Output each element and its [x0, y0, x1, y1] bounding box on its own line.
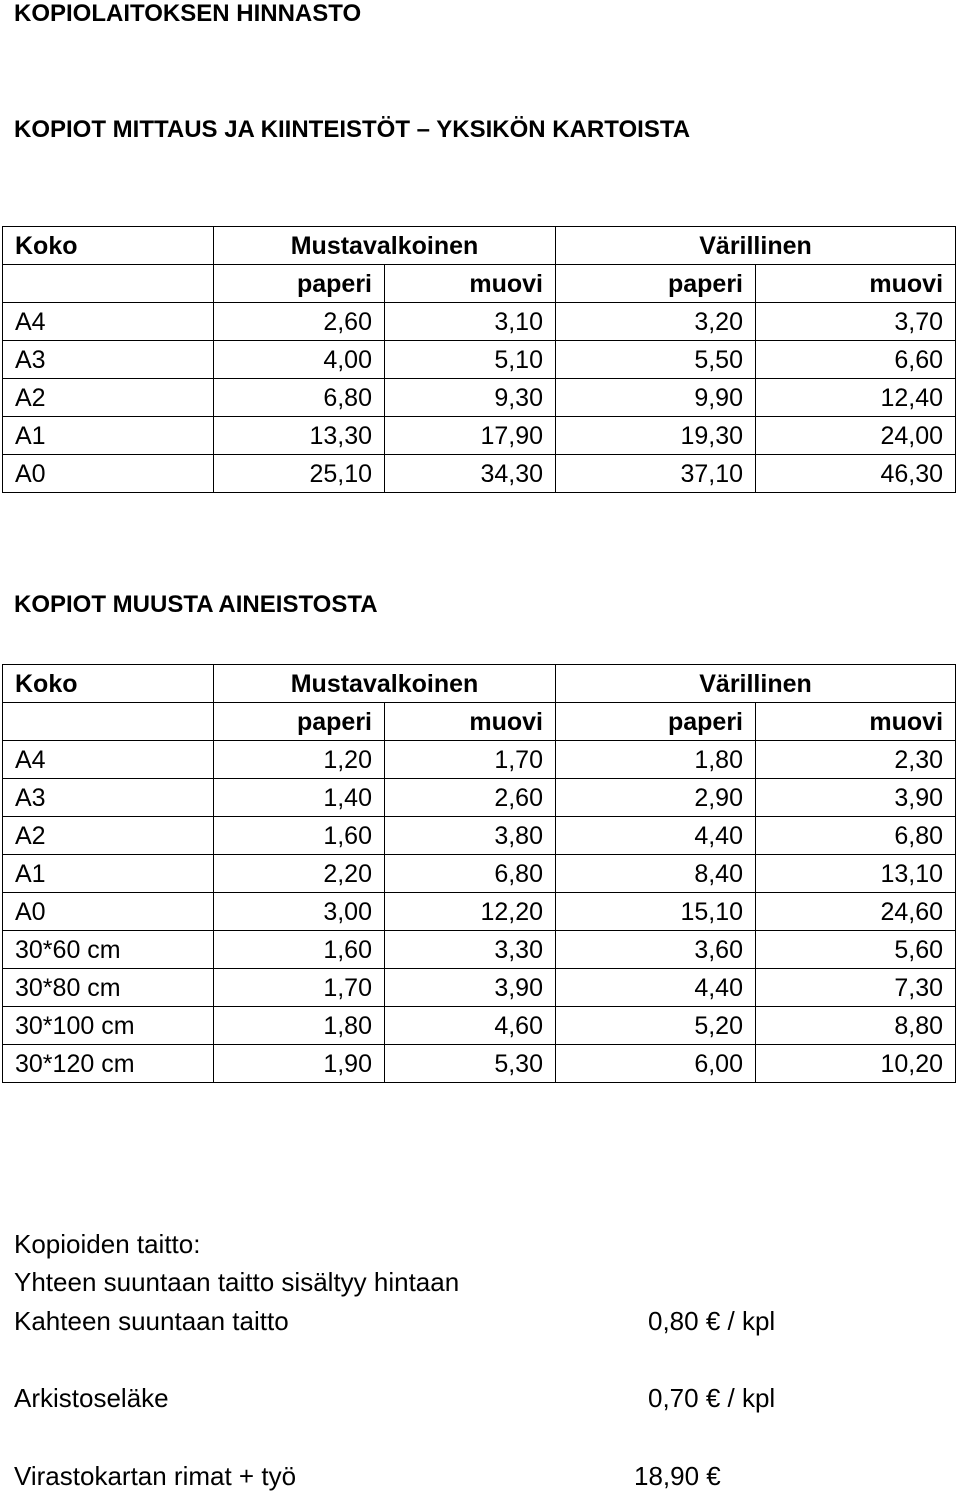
price-cell-bw-plastic: 34,30 — [385, 455, 556, 493]
document-title: KOPIOLAITOKSEN HINNASTO — [14, 0, 362, 27]
price-cell-color-plastic: 2,30 — [756, 741, 956, 779]
row-size-cell: 30*80 cm — [3, 969, 214, 1007]
price-table-other — [2, 664, 956, 1083]
price-cell-color-paper: 37,10 — [556, 455, 756, 493]
price-cell-bw-plastic: 1,70 — [385, 741, 556, 779]
row-size-cell: A3 — [3, 341, 214, 379]
table-row — [3, 341, 956, 379]
price-cell-color-paper: 5,50 — [556, 341, 756, 379]
table2-header-bw-plastic: muovi — [385, 703, 556, 741]
table1-header-row-1 — [3, 227, 956, 265]
row-size-cell: A2 — [3, 379, 214, 417]
price-cell-bw-plastic: 2,60 — [385, 779, 556, 817]
price-cell-color-paper: 15,10 — [556, 893, 756, 931]
archive-price: 0,70 € / kpl — [648, 1383, 776, 1413]
table-row — [3, 779, 956, 817]
table-row — [3, 1045, 956, 1083]
table2-header-color-paper: paperi — [556, 703, 756, 741]
row-size-cell: A2 — [3, 817, 214, 855]
price-cell-bw-paper: 1,60 — [214, 931, 385, 969]
price-cell-color-paper: 3,60 — [556, 931, 756, 969]
price-cell-bw-paper: 25,10 — [214, 455, 385, 493]
price-cell-color-plastic: 8,80 — [756, 1007, 956, 1045]
price-cell-bw-paper: 1,90 — [214, 1045, 385, 1083]
price-cell-bw-plastic: 3,10 — [385, 303, 556, 341]
table2-header-bw: Mustavalkoinen — [214, 665, 556, 703]
price-cell-bw-plastic: 5,10 — [385, 341, 556, 379]
table-row — [3, 969, 956, 1007]
two-way-folding-price: 0,80 € / kpl — [648, 1306, 776, 1336]
table1-header-size: Koko — [3, 227, 214, 265]
price-cell-bw-plastic: 4,60 — [385, 1007, 556, 1045]
price-cell-color-paper: 4,40 — [556, 969, 756, 1007]
price-cell-bw-paper: 6,80 — [214, 379, 385, 417]
map-rails-price: 18,90 € — [634, 1461, 721, 1491]
price-cell-bw-paper: 1,70 — [214, 969, 385, 1007]
row-size-cell: A1 — [3, 417, 214, 455]
price-cell-color-plastic: 24,60 — [756, 893, 956, 931]
row-size-cell: A4 — [3, 741, 214, 779]
price-cell-bw-paper: 2,20 — [214, 855, 385, 893]
price-cell-bw-plastic: 3,90 — [385, 969, 556, 1007]
table-row — [3, 893, 956, 931]
folding-title: Kopioiden taitto: — [14, 1229, 201, 1259]
table1-header-bw-paper: paperi — [214, 265, 385, 303]
price-cell-color-plastic: 6,60 — [756, 341, 956, 379]
table-row — [3, 1007, 956, 1045]
table-row — [3, 817, 956, 855]
price-cell-color-plastic: 46,30 — [756, 455, 956, 493]
price-cell-color-paper: 4,40 — [556, 817, 756, 855]
table1-header-color-paper: paperi — [556, 265, 756, 303]
table-row — [3, 931, 956, 969]
price-cell-color-plastic: 5,60 — [756, 931, 956, 969]
price-cell-bw-plastic: 5,30 — [385, 1045, 556, 1083]
price-cell-bw-paper: 1,60 — [214, 817, 385, 855]
table1-header-bw: Mustavalkoinen — [214, 227, 556, 265]
price-cell-bw-plastic: 6,80 — [385, 855, 556, 893]
price-cell-color-paper: 9,90 — [556, 379, 756, 417]
table2-header-row-2 — [3, 703, 956, 741]
table2-header-color-plastic: muovi — [756, 703, 956, 741]
price-cell-bw-plastic: 3,30 — [385, 931, 556, 969]
price-cell-bw-paper: 13,30 — [214, 417, 385, 455]
price-cell-color-paper: 5,20 — [556, 1007, 756, 1045]
table-row — [3, 455, 956, 493]
price-cell-bw-plastic: 3,80 — [385, 817, 556, 855]
price-cell-color-plastic: 12,40 — [756, 379, 956, 417]
table-row — [3, 417, 956, 455]
price-cell-color-plastic: 6,80 — [756, 817, 956, 855]
row-size-cell: A4 — [3, 303, 214, 341]
one-way-folding-note: Yhteen suuntaan taitto sisältyy hintaan — [14, 1267, 460, 1297]
price-cell-bw-paper: 1,40 — [214, 779, 385, 817]
price-cell-color-paper: 8,40 — [556, 855, 756, 893]
table2-header-empty — [3, 703, 214, 741]
price-table-maps — [2, 226, 956, 493]
price-cell-color-plastic: 24,00 — [756, 417, 956, 455]
price-cell-color-plastic: 13,10 — [756, 855, 956, 893]
table2-header-bw-paper: paperi — [214, 703, 385, 741]
archive-label: Arkistoseläke — [14, 1383, 169, 1413]
table2-header-color: Värillinen — [556, 665, 956, 703]
price-cell-bw-paper: 1,80 — [214, 1007, 385, 1045]
row-size-cell: 30*100 cm — [3, 1007, 214, 1045]
row-size-cell: 30*120 cm — [3, 1045, 214, 1083]
row-size-cell: A0 — [3, 893, 214, 931]
price-cell-color-plastic: 3,70 — [756, 303, 956, 341]
table2-title: KOPIOT MUUSTA AINEISTOSTA — [14, 591, 378, 618]
map-rails-label: Virastokartan rimat + työ — [14, 1461, 297, 1491]
price-cell-color-plastic: 3,90 — [756, 779, 956, 817]
table1-header-color: Värillinen — [556, 227, 956, 265]
row-size-cell: A3 — [3, 779, 214, 817]
price-cell-bw-plastic: 12,20 — [385, 893, 556, 931]
price-cell-bw-plastic: 9,30 — [385, 379, 556, 417]
table2-header-row-1 — [3, 665, 956, 703]
price-cell-color-paper: 2,90 — [556, 779, 756, 817]
table-row — [3, 855, 956, 893]
row-size-cell: A0 — [3, 455, 214, 493]
table1-header-empty — [3, 265, 214, 303]
price-cell-bw-paper: 1,20 — [214, 741, 385, 779]
table1-header-bw-plastic: muovi — [385, 265, 556, 303]
table2-header-size: Koko — [3, 665, 214, 703]
price-cell-bw-paper: 3,00 — [214, 893, 385, 931]
price-cell-color-paper: 6,00 — [556, 1045, 756, 1083]
row-size-cell: A1 — [3, 855, 214, 893]
table1-header-row-2 — [3, 265, 956, 303]
price-cell-bw-plastic: 17,90 — [385, 417, 556, 455]
table-row — [3, 741, 956, 779]
table1-header-color-plastic: muovi — [756, 265, 956, 303]
table-row — [3, 379, 956, 417]
price-cell-color-plastic: 7,30 — [756, 969, 956, 1007]
price-cell-color-paper: 19,30 — [556, 417, 756, 455]
row-size-cell: 30*60 cm — [3, 931, 214, 969]
table1-title: KOPIOT MITTAUS JA KIINTEISTÖT – YKSIKÖN KARTOISTA — [14, 116, 691, 143]
table-row — [3, 303, 956, 341]
price-cell-color-paper: 1,80 — [556, 741, 756, 779]
price-cell-bw-paper: 2,60 — [214, 303, 385, 341]
price-cell-bw-paper: 4,00 — [214, 341, 385, 379]
price-cell-color-paper: 3,20 — [556, 303, 756, 341]
two-way-folding-label: Kahteen suuntaan taitto — [14, 1306, 289, 1336]
price-cell-color-plastic: 10,20 — [756, 1045, 956, 1083]
